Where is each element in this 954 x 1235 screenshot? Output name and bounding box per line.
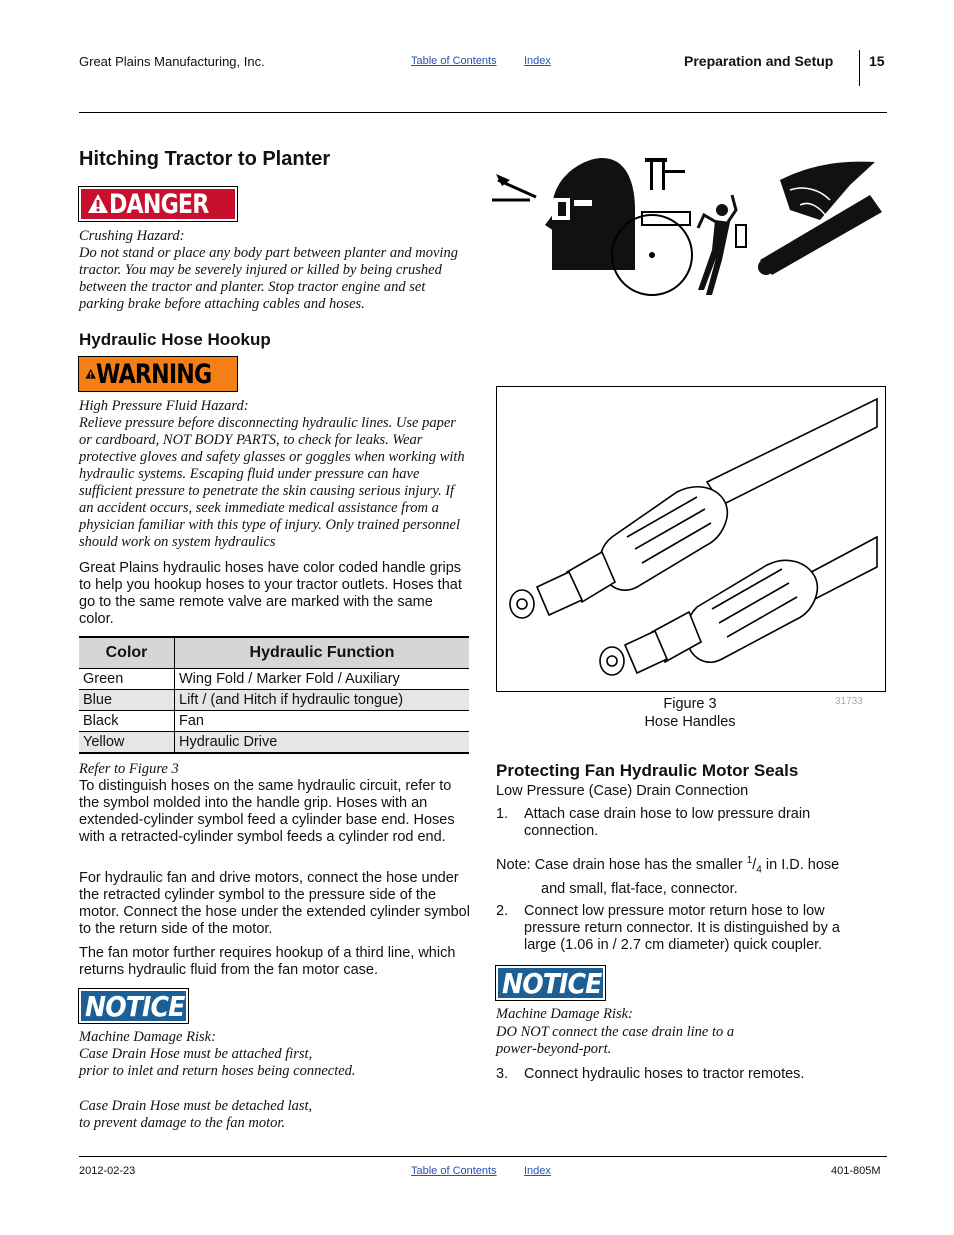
page-number: 15 (869, 53, 885, 69)
hose-intro: Great Plains hydraulic hoses have color coded handle grips to help you hookup hoses to your tractor outlets. Hoses that go to the same remote valve are marked with the same color. (79, 560, 462, 627)
warning-alert-icon (85, 363, 96, 385)
warning-text: Relieve pressure before disconnecting hydraulic lines. Use paper or cardboard, NOT BODY PARTS, to check for leaks. Wear protective gloves and safety glasses or goggles when working with hydraulic systems. Escaping fluid under pressure can have sufficient pressure to penetrate the skin causing serious injury. If an accident occurs, seek immediate medical assistance from a physician familiar with this type of injury. Only trained personnel should work on system hydraulics (79, 415, 465, 550)
hose-para-2: For hydraulic fan and drive motors, connect the hose under the retracted cylinder symbol to the pressure side of the motor. Connect the hose under the extended cylinder symbol to the return side of the motor. (79, 870, 470, 937)
notice-1-heading: Machine Damage Risk: (79, 1029, 216, 1045)
step-3 (496, 1066, 888, 1084)
table-row (79, 690, 469, 711)
header-divider (859, 50, 860, 86)
step-1-number: 1. (496, 806, 509, 822)
hose-para-1: To distinguish hoses on the same hydraulic circuit, refer to the symbol molded into the handle grip. Hoses with an extended-cylinder symbol feed a cylinder base end. Hoses with a retracted-cylinder symbol feeds a cylinder rod end. (79, 778, 455, 845)
step-3-number: 3. (496, 1066, 509, 1082)
page-title: Hitching Tractor to Planter (79, 148, 331, 170)
fan-section-subtitle: Low Pressure (Case) Drain Connection (496, 783, 749, 799)
footer-doc-number: 401-805M (831, 1165, 881, 1177)
case-drain-note: Note: Case drain hose has the smaller $^1/_4$ in I.D. hose and small, flat-face, connector. (496, 852, 888, 898)
figure-caption (620, 695, 760, 731)
crush-hazard-illustration (490, 150, 888, 302)
notice-1-line-1: Case Drain Hose must be attached first, (79, 1046, 313, 1062)
danger-label: DANGER (109, 188, 209, 220)
figure-reference: Refer to Figure 3 (79, 761, 179, 777)
hose-section-title: Hydraulic Hose Hookup (79, 330, 271, 349)
notice-label-2: NOTICE (502, 966, 602, 1000)
hose-handles-illustration (497, 387, 885, 691)
footer-index-link[interactable]: Index (524, 1165, 551, 1177)
note-text-a: Case drain hose has the smaller (534, 856, 743, 873)
step-1 (496, 806, 888, 842)
table-row (79, 669, 469, 690)
danger-sign (79, 187, 237, 221)
step-2-text: Connect low pressure motor return hose to low pressure return connector. It is distinguished by a large (1.06 in / 2.7 cm diameter) quick coupler. (524, 903, 840, 953)
figure-title: Hose Handles (644, 714, 736, 730)
notice-sign-1 (79, 989, 188, 1023)
step-3-text: Connect hydraulic hoses to tractor remotes. (524, 1066, 805, 1082)
figure-art-id: 31733 (835, 696, 863, 707)
header-rule (79, 112, 887, 113)
notice-1-line-4: to prevent damage to the fan motor. (79, 1115, 286, 1131)
header-section-title: Preparation and Setup (684, 53, 834, 69)
notice-label-1: NOTICE (85, 989, 185, 1023)
table-cell-color: Blue (79, 690, 175, 711)
note-frac-num: 1 (746, 855, 753, 866)
note-frac-den: 4 (756, 864, 762, 876)
warning-sign (79, 357, 237, 391)
hose-color-table (79, 636, 469, 754)
header-index-link[interactable]: Index (524, 55, 551, 67)
table-cell-function: Lift / (and Hitch if hydraulic tongue) (175, 690, 470, 711)
header-company: Great Plains Manufacturing, Inc. (79, 54, 265, 69)
figure-3-frame (496, 386, 886, 692)
table-cell-function: Fan (175, 711, 470, 732)
table-cell-function: Wing Fold / Marker Fold / Auxiliary (175, 669, 470, 690)
table-header-function: Hydraulic Function (175, 637, 470, 669)
table-cell-color: Green (79, 669, 175, 690)
table-cell-function: Hydraulic Drive (175, 732, 470, 754)
fan-section-title: Protecting Fan Hydraulic Motor Seals (496, 761, 799, 780)
note-prefix: Note: (496, 856, 531, 873)
step-2-number: 2. (496, 903, 509, 919)
warning-heading: High Pressure Fluid Hazard: (79, 398, 249, 414)
notice-sign-2 (496, 966, 605, 1000)
note-text-b: in I.D. hose (765, 856, 840, 873)
table-cell-color: Yellow (79, 732, 175, 754)
danger-heading: Crushing Hazard: (79, 228, 185, 244)
table-header-color: Color (79, 637, 175, 669)
danger-alert-icon (87, 193, 109, 215)
step-1-text: Attach case drain hose to low pressure drain connection. (524, 806, 811, 839)
notice-2-heading: Machine Damage Risk: (496, 1006, 633, 1022)
notice-1-line-2: prior to inlet and return hoses being connected. (79, 1063, 356, 1079)
hose-para-3: The fan motor further requires hookup of a third line, which returns hydraulic fluid from the fan motor case. (79, 945, 456, 978)
figure-number: Figure 3 (663, 696, 717, 712)
header-toc-link[interactable]: Table of Contents (411, 55, 497, 67)
note-text-c: and small, flat-face, connector. (541, 880, 738, 897)
footer-date: 2012-02-23 (79, 1165, 136, 1177)
notice-2-line-2: power-beyond-port. (496, 1041, 612, 1057)
footer-toc-link[interactable]: Table of Contents (411, 1165, 497, 1177)
warning-label: WARNING (96, 358, 212, 390)
danger-text: Do not stand or place any body part between planter and moving tractor. You may be severely injured or killed by being crushed between the tractor and planter. Stop tractor engine and set parking brake before attaching cables and hoses. (79, 245, 458, 312)
notice-1-line-3: Case Drain Hose must be detached last, (79, 1098, 313, 1114)
step-2 (496, 903, 888, 957)
notice-2-line-1: DO NOT connect the case drain line to a (496, 1024, 735, 1040)
table-row (79, 711, 469, 732)
table-row (79, 732, 469, 754)
table-cell-color: Black (79, 711, 175, 732)
footer-rule (79, 1156, 887, 1157)
